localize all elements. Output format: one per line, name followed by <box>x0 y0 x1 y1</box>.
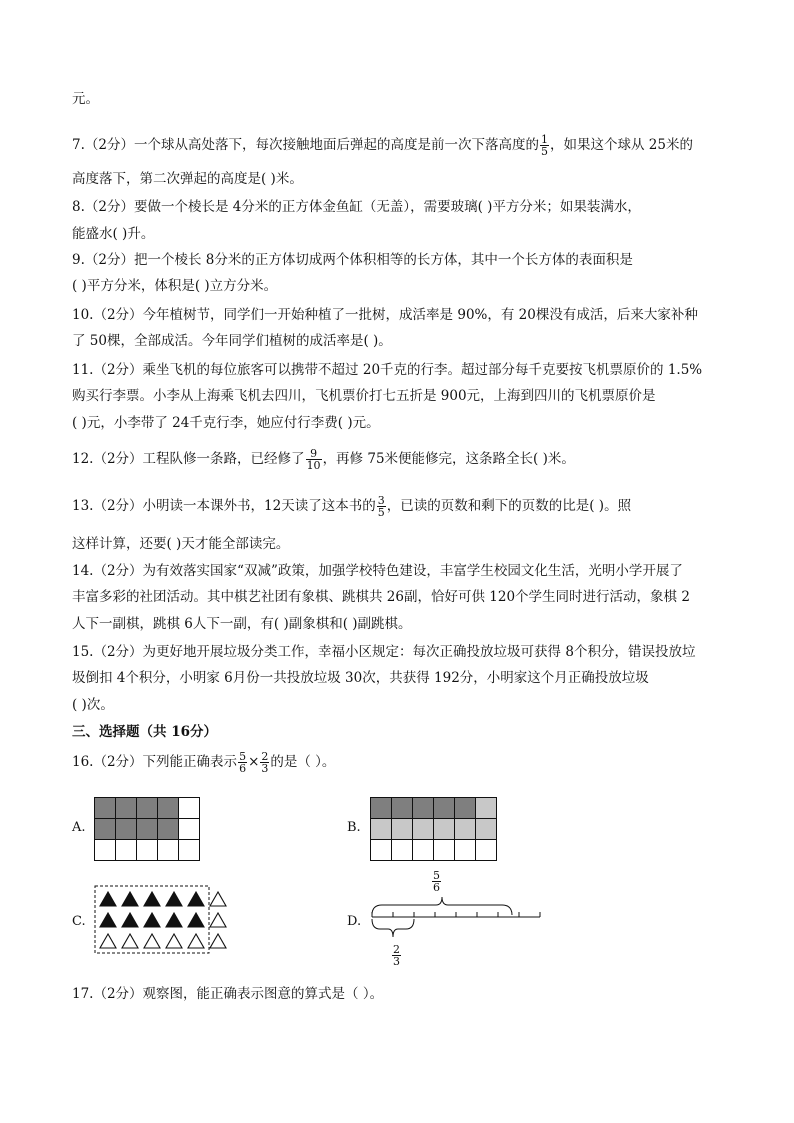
option-c-triangles[interactable] <box>94 885 244 953</box>
question-8-line-2: 能盛水( )升。 <box>72 226 155 242</box>
question-15-line-1: 15.（2分）为更好地开展垃圾分类工作，幸福小区规定：每次正确投放垃圾可获得 8个积分，错误投放垃 <box>72 644 696 660</box>
triangle <box>144 892 160 906</box>
triangle <box>166 892 182 906</box>
triangle <box>210 913 226 927</box>
question-8-line-1: 8.（2分）要做一个棱长是 4分米的正方体金鱼缸（无盖），需要玻璃( )平方分米；如果装满水， <box>72 199 641 215</box>
grid-b-cell <box>455 840 476 861</box>
continued-text: 元。 <box>72 91 99 107</box>
question-13-line-1: 13.（2分）小明读一本课外书，12天读了这本书的 $\frac{3}{5}$ ，已读的页数和剩下的页数的比是( )。照 <box>72 494 632 519</box>
question-11-line-2: 购买行李票。小李从上海乘飞机去四川，飞机票价打七五折是 900元，上海到四川的飞机票原价是 <box>72 388 656 404</box>
section-heading: 三、选择题（共 16分） <box>72 724 217 740</box>
triangle <box>122 934 138 948</box>
fraction-five-sixths: $\frac{5}{6}$ <box>239 750 247 775</box>
grid-b-cell <box>455 819 476 840</box>
option-a-label[interactable]: A. <box>72 820 86 835</box>
triangle <box>122 913 138 927</box>
grid-b-cell <box>455 798 476 819</box>
question-14-line-3: 人下一副棋，跳棋 6人下一副，有( )副象棋和( )副跳棋。 <box>72 616 412 632</box>
grid-a-cell <box>116 840 137 861</box>
grid-a-cell <box>158 840 179 861</box>
grid-b-cell <box>392 798 413 819</box>
option-c-label[interactable]: C. <box>72 914 86 929</box>
grid-b-cell <box>434 798 455 819</box>
fraction-nine-tenths: $\frac{9}{10}$ <box>306 447 321 472</box>
question-7-line-2: 高度落下，第二次弹起的高度是( )米。 <box>72 171 303 187</box>
grid-b-cell <box>476 840 497 861</box>
triangle <box>210 892 226 906</box>
grid-b-cell <box>371 840 392 861</box>
grid-b-cell <box>413 840 434 861</box>
triangle <box>188 892 204 906</box>
triangle <box>100 892 116 906</box>
question-17: 17.（2分）观察图，能正确表示图意的算式是（ ）。 <box>72 986 384 1002</box>
fraction-three-fifths: $\frac{3}{5}$ <box>377 494 385 519</box>
grid-a-cell <box>95 819 116 840</box>
triangle <box>100 913 116 927</box>
grid-a-cell <box>137 798 158 819</box>
grid-a-cell <box>137 840 158 861</box>
question-12: 12.（2分）工程队修一条路，已经修了 $\frac{9}{10}$ ，再修 75米便能修完，这条路全长( )米。 <box>72 447 575 472</box>
triangle <box>210 934 226 948</box>
triangle <box>188 913 204 927</box>
triangle <box>122 892 138 906</box>
option-d-label[interactable]: D. <box>347 914 362 929</box>
grid-b-cell <box>371 819 392 840</box>
question-14-line-1: 14.（2分）为有效落实国家“双减”政策，加强学校特色建设，丰富学生校园文化生活，光明小学开展了 <box>72 563 683 579</box>
grid-a-cell <box>179 798 200 819</box>
question-16: 16.（2分）下列能正确表示 $\frac{5}{6}$ × $\frac{2}{3}$ 的是（ ）。 <box>72 750 336 775</box>
question-15-line-3: ( )次。 <box>72 697 114 713</box>
question-13-line-2: 这样计算，还要( )天才能全部读完。 <box>72 536 290 552</box>
grid-a-cell <box>95 840 116 861</box>
grid-b-cell <box>476 798 497 819</box>
bottom-brace <box>372 919 414 937</box>
question-11-line-3: ( )元，小李带了 24千克行李，她应付行李费( )元。 <box>72 415 380 431</box>
grid-b-cell <box>413 819 434 840</box>
option-a-grid[interactable] <box>94 797 200 861</box>
grid-a-cell <box>116 798 137 819</box>
question-10-line-1: 10.（2分）今年植树节，同学们一开始种植了一批树，成活率是 90%，有 20棵没有成活，后来大家补种 <box>72 307 698 323</box>
triangle <box>166 913 182 927</box>
grid-a-cell <box>158 819 179 840</box>
option-d-bottom-fraction: $\frac{2}{3}$ <box>393 943 400 968</box>
triangle <box>166 934 182 948</box>
option-d-top-fraction: $\frac{5}{6}$ <box>433 869 440 894</box>
question-9-line-1: 9.（2分）把一个棱长 8分米的正方体切成两个体积相等的长方体，其中一个长方体的表面积是 <box>72 252 633 268</box>
option-b-grid[interactable] <box>370 797 498 861</box>
triangle <box>144 913 160 927</box>
grid-a-cell <box>179 819 200 840</box>
option-b-label[interactable]: B. <box>347 820 361 835</box>
triangle <box>100 934 116 948</box>
question-14-line-2: 丰富多彩的社团活动。其中棋艺社团有象棋、跳棋共 26副，恰好可供 120个学生同时进行活动，象棋 2 <box>72 589 690 605</box>
grid-b-cell <box>413 798 434 819</box>
grid-b-cell <box>371 798 392 819</box>
grid-a-cell <box>137 819 158 840</box>
question-10-line-2: 了 50棵，全部成活。今年同学们植树的成活率是( )。 <box>72 333 392 349</box>
question-9-line-2: ( )平方分米，体积是( )立方分米。 <box>72 278 278 294</box>
grid-b-cell <box>476 819 497 840</box>
triangle <box>144 934 160 948</box>
question-15-line-2: 圾倒扣 4个积分，小明家 6月份一共投放垃圾 30次，共获得 192分，小明家这个月正确投放垃圾 <box>72 670 649 686</box>
grid-b-cell <box>434 819 455 840</box>
grid-a-cell <box>158 798 179 819</box>
question-7-line-1: 7.（2分）一个球从高处落下，每次接触地面后弹起的高度是前一次下落高度的 $\frac{1}{5}$ ，如果这个球从 25米的 <box>72 133 693 158</box>
grid-a-cell <box>179 840 200 861</box>
grid-b-cell <box>392 840 413 861</box>
fraction-two-thirds: $\frac{2}{3}$ <box>261 750 269 775</box>
grid-b-cell <box>392 819 413 840</box>
grid-b-cell <box>434 840 455 861</box>
grid-a-cell <box>95 798 116 819</box>
triangle <box>188 934 204 948</box>
grid-a-cell <box>116 819 137 840</box>
question-11-line-1: 11.（2分）乘坐飞机的每位旅客可以携带不超过 20千克的行李。超过部分每千克要按飞机票原价的 1.5% <box>72 362 703 378</box>
fraction-one-fifth: $\frac{1}{5}$ <box>540 133 548 158</box>
